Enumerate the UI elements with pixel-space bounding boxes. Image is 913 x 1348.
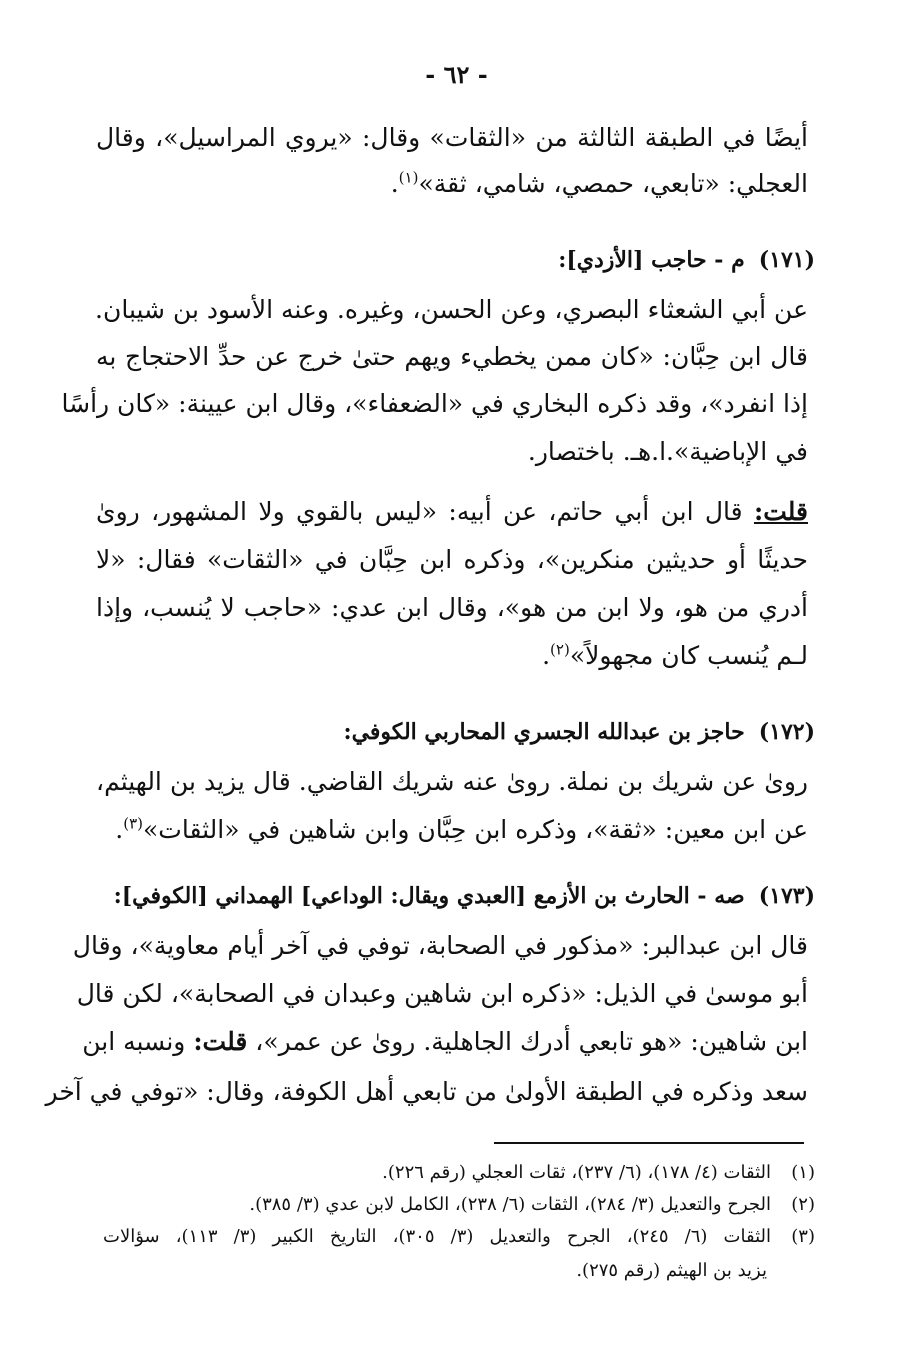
entry-173-qult-label: قلت: (193, 1027, 248, 1056)
intro-line-2 (96, 164, 808, 204)
entry-173-line-1: قال ابن عبدالبر: «مذكور في الصحابة، توفي في آخر أيام معاوية»، وقال (72, 931, 808, 960)
intro-line-2-end: . (390, 169, 399, 198)
entry-172-line-2 (96, 810, 808, 850)
footnote-3-continuation: يزيد بن الهيثم (رقم ٢٧٥). (576, 1260, 767, 1281)
entry-171-title: م - حاجب [الأزدي]: (558, 247, 745, 273)
entry-171-qult-text-4: لـم يُنسب كان مجهولاً» (569, 641, 808, 670)
entry-171-qult-line-2: حديثًا أو حديثين منكرين»، وذكره ابن حِبَّان في «الثقات» فقال: «لا (96, 545, 808, 574)
entry-173-heading (95, 876, 815, 916)
entry-171-qult-line-4 (96, 636, 808, 676)
entry-172-title: حاجز بن عبدالله الجسري المحاربي الكوفي: (343, 719, 745, 745)
entry-173-line-3 (82, 1022, 808, 1062)
footnote-ref-2: (٢) (550, 640, 570, 659)
entry-171-line-2: قال ابن حِبَّان: «كان ممن يخطيء ويهم حتىٰ خرج عن حدِّ الاحتجاج به (96, 342, 808, 371)
entry-173-number: (١٧٣) (758, 883, 815, 909)
footnote-3-text: الثقات (٦/ ٢٤٥)، الجرح والتعديل (٣/ ٣٠٥)، التاريخ الكبير (٣/ ١١٣)، سؤالات (103, 1226, 771, 1247)
footnote-2-text: الجرح والتعديل (٣/ ٢٨٤)، الثقات (٦/ ٢٣٨)، الكامل لابن عدي (٣/ ٣٨٥). (249, 1194, 771, 1215)
entry-172-line-2-text: عن ابن معين: «ثقة»، وذكره ابن حِبَّان وابن شاهين في «الثقات» (143, 815, 808, 844)
entry-173-line-3-text: ابن شاهين: «هو تابعي أدرك الجاهلية. روىٰ عن عمر»، (247, 1027, 808, 1056)
entry-171-line-1: عن أبي الشعثاء البصري، وعن الحسن، وغيره. وعنه الأسود بن شيبان. (95, 295, 808, 324)
footnote-1 (103, 1158, 815, 1188)
entry-171-qult-line-1 (96, 492, 808, 532)
footnote-ref-3: (٣) (123, 814, 143, 833)
entry-173-line-4: سعد وذكره في الطبقة الأولىٰ من تابعي أهل الكوفة، وقال: «توفي في آخر (45, 1077, 808, 1106)
entry-173-line-2: أبو موسىٰ في الذيل: «ذكره ابن شاهين وعبدان في الصحابة»، لكن قال (76, 979, 808, 1008)
entry-171-number: (١٧١) (758, 247, 815, 273)
entry-171-qult-end: . (542, 641, 551, 670)
footnote-2 (103, 1190, 815, 1220)
footnote-ref-1: (١) (398, 168, 419, 187)
intro-line-2-text: العجلي: «تابعي، حمصي، شامي، ثقة» (418, 169, 808, 198)
entry-171-heading (95, 240, 815, 280)
intro-line-1: أيضًا في الطبقة الثالثة من «الثقات» وقال: «يروي المراسيل»، وقال (96, 123, 808, 152)
footnote-3-marker: (٣) (791, 1226, 815, 1247)
footnote-1-marker: (١) (791, 1162, 815, 1183)
entry-171-line-3: إذا انفرد»، وقد ذكره البخاري في «الضعفاء»، وقال ابن عيينة: «كان رأسًا (61, 389, 808, 418)
entry-172-line-1: روىٰ عن شريك بن نملة. روىٰ عنه شريك القاضي. قال يزيد بن الهيثم، (96, 767, 808, 796)
entry-173-line-3-tail: ونسبه ابن (82, 1027, 194, 1056)
page-number: - ٦٢ - (425, 60, 488, 89)
footnote-1-text: الثقات (٤/ ١٧٨)، (٦/ ٢٣٧)، ثقات العجلي (رقم ٢٢٦). (382, 1162, 771, 1183)
qult-label: قلت: (753, 497, 808, 526)
entry-172-heading (95, 712, 815, 752)
footnote-separator (494, 1142, 804, 1144)
entry-172-end: . (115, 815, 124, 844)
entry-172-number: (١٧٢) (758, 719, 815, 745)
footnote-3 (103, 1222, 815, 1252)
entry-171-qult-text-1: قال ابن أبي حاتم، عن أبيه: «ليس بالقوي ولا المشهور، روىٰ (96, 497, 754, 526)
entry-173-title: صه - الحارث بن الأزمع [العبدي ويقال: الوداعي] الهمداني [الكوفي]: (113, 883, 745, 909)
footnote-2-marker: (٢) (791, 1194, 815, 1215)
entry-171-line-4: في الإباضية».ا.هـ. باختصار. (527, 437, 808, 466)
entry-171-qult-line-3: أدري من هو، ولا ابن من هو»، وقال ابن عدي: «حاجب لا يُنسب، وإذا (96, 593, 808, 622)
